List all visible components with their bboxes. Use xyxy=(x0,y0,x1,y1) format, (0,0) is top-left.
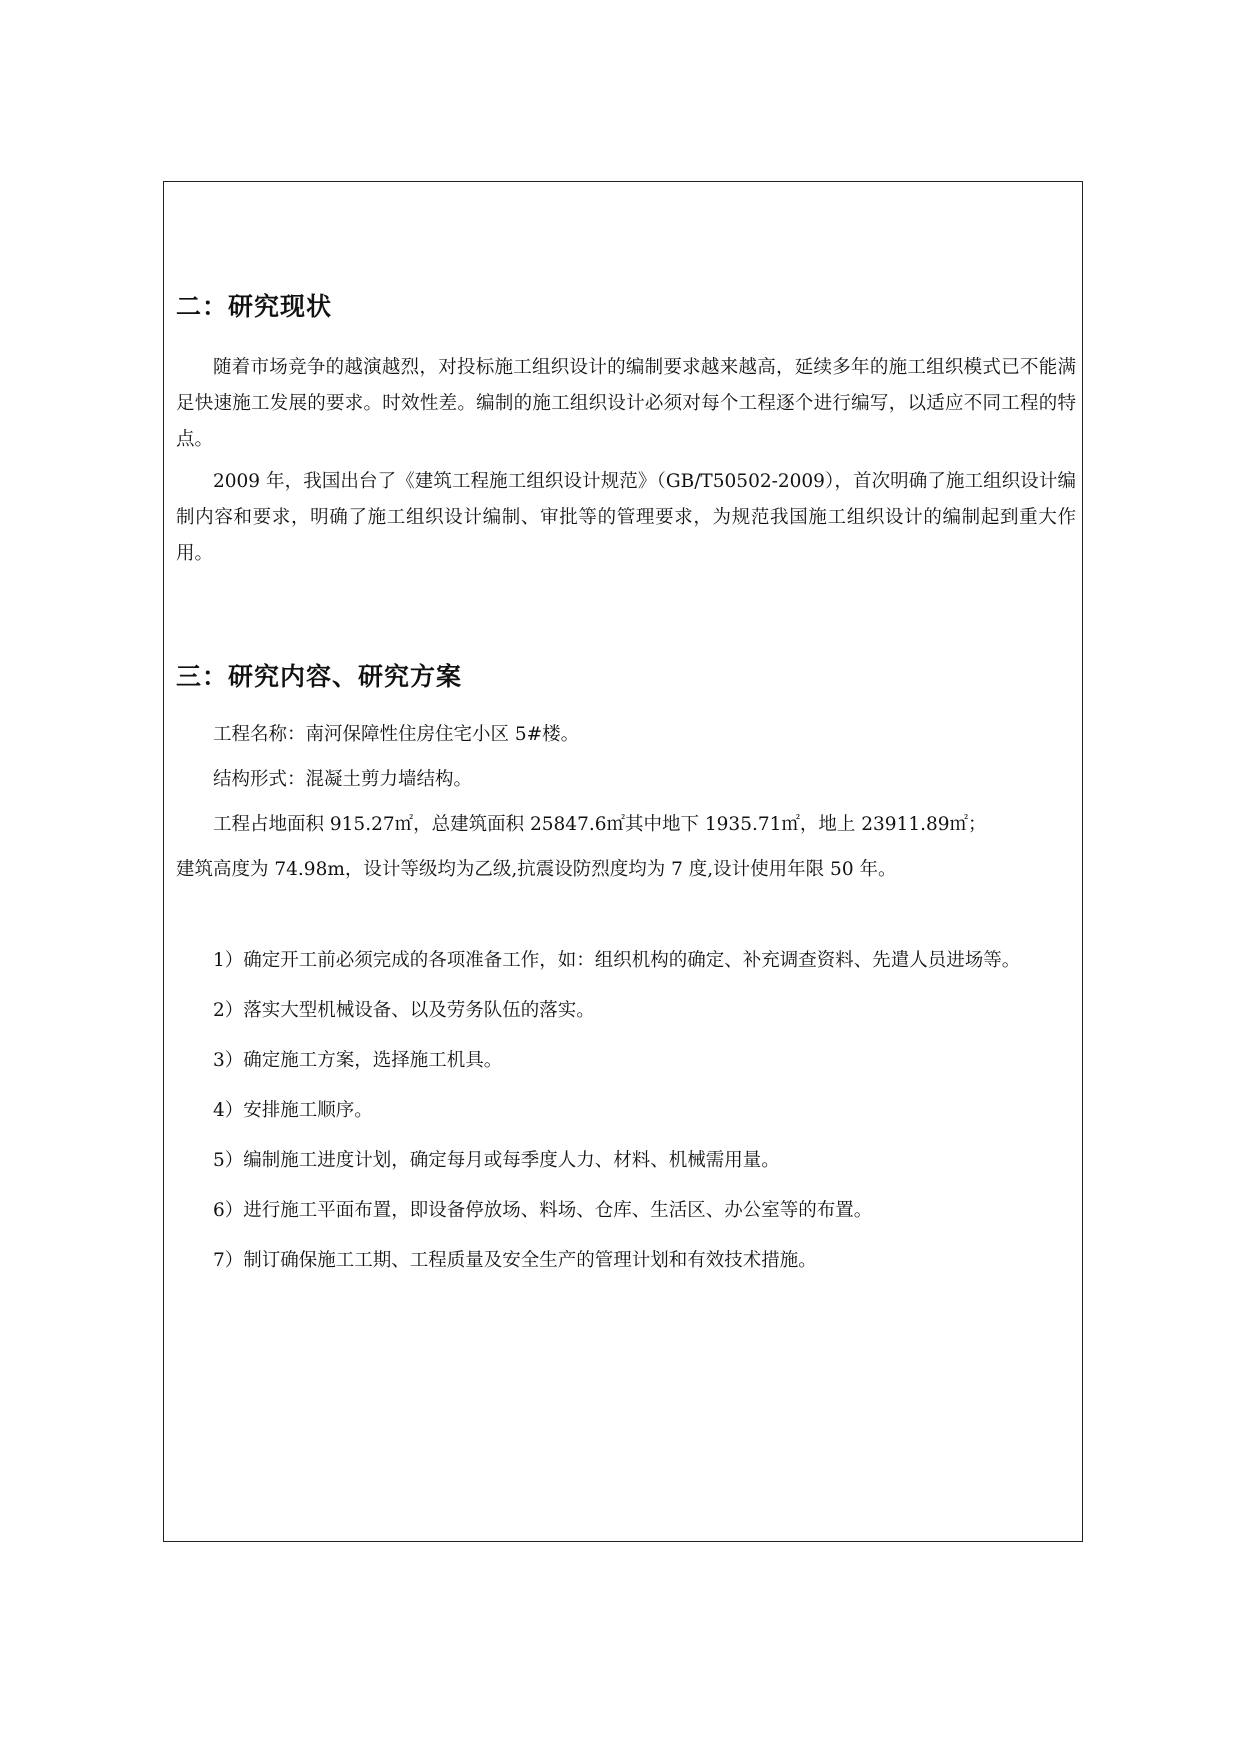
list-item: 4）安排施工顺序。 xyxy=(213,1100,373,1121)
list-item: 3）确定施工方案，选择施工机具。 xyxy=(213,1050,503,1071)
list-item: 7）制订确保施工工期、工程质量及安全生产的管理计划和有效技术措施。 xyxy=(213,1250,817,1271)
project-info xyxy=(176,712,1076,892)
research-steps-list xyxy=(176,944,1076,1278)
project-name: 工程名称：南河保障性住房住宅小区 5#楼。 xyxy=(213,724,580,745)
structure-type: 结构形式：混凝土剪力墙结构。 xyxy=(213,769,473,790)
area-info-line-1: 工程占地面积 915.27㎡，总建筑面积 25847.6㎡其中地下 1935.71㎡，地上 23911.89㎡； xyxy=(213,814,987,835)
section-2-heading: 二：研究现状 xyxy=(176,292,333,321)
section-2-body xyxy=(176,350,1076,572)
section-3-heading: 三：研究内容、研究方案 xyxy=(176,662,463,691)
document-content xyxy=(176,282,1076,1294)
list-item: 5）编制施工进度计划，确定每月或每季度人力、材料、机械需用量。 xyxy=(213,1150,780,1171)
list-item: 2）落实大型机械设备、以及劳务队伍的落实。 xyxy=(213,1000,595,1021)
area-info-line-2: 建筑高度为 74.98m，设计等级均为乙级,抗震设防烈度均为 7 度,设计使用年限 50 年。 xyxy=(176,859,897,880)
section-2-paragraph-2: 2009 年，我国出台了《建筑工程施工组织设计规范》（GB/T50502-2009），首次明确了施工组织设计编制内容和要求，明确了施工组织设计编制、审批等的管理要求，为规范我国施工组织设计的编制起到重大作用。 xyxy=(176,471,1076,564)
list-item: 6）进行施工平面布置，即设备停放场、料场、仓库、生活区、办公室等的布置。 xyxy=(213,1200,873,1221)
list-item: 1）确定开工前必须完成的各项准备工作，如：组织机构的确定、补充调查资料、先遣人员进场等。 xyxy=(213,950,1021,971)
section-2-paragraph-1: 随着市场竞争的越演越烈，对投标施工组织设计的编制要求越来越高，延续多年的施工组织模式已不能满足快速施工发展的要求。时效性差。编制的施工组织设计必须对每个工程逐个进行编写，以适应不同工程的特点。 xyxy=(176,357,1076,450)
